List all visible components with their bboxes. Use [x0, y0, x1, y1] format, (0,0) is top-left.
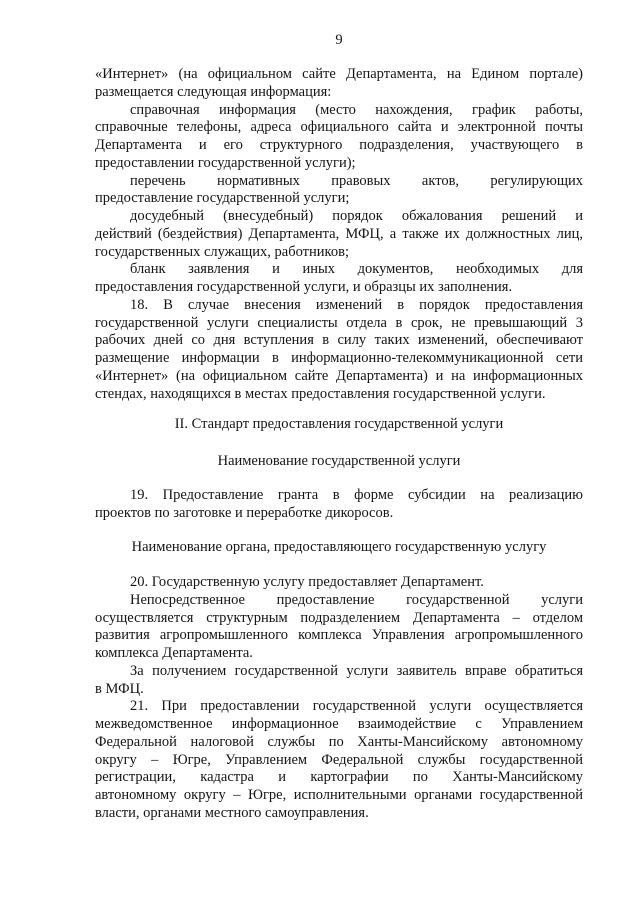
- text-line: бланк заявления и иных документов, необходимых для: [130, 261, 583, 278]
- text-line: автономному округу – Югре, исполнительными органами государственной: [95, 787, 583, 803]
- info-item-appeal-procedure: [95, 208, 583, 261]
- text-line: рабочих дней со дня вступления в силу таких изменений, обеспечивают: [95, 332, 583, 349]
- text-line: действий (бездействия) Департамента, МФЦ, а также их должностных лиц,: [95, 225, 583, 242]
- intro-paragraph: [95, 66, 583, 102]
- text-line: За получением государственной услуги заявитель вправе обратиться: [130, 662, 583, 679]
- text-line: 20. Государственную услугу предоставляет Департамент.: [130, 574, 484, 590]
- text-line: справочные телефоны, адреса официального сайта и электронной почты: [95, 119, 583, 136]
- text-line: перечень нормативных правовых актов, регулирующих: [130, 172, 583, 189]
- clause-18: [95, 297, 583, 404]
- text-line: Департамента и его структурного подразделения, участвующего в: [95, 137, 583, 153]
- text-line: размещение информации в информационно-телекоммуникационной сети: [95, 350, 583, 366]
- text-line: размещается следующая информация:: [95, 83, 332, 100]
- subheading-authority: Наименование органа, предоставляющего государственную услугу: [131, 539, 547, 556]
- text-line: осуществляется структурным подразделением Департамента – отделом: [95, 609, 583, 626]
- page-number: 9: [335, 32, 343, 48]
- text-line: государственных служащих, работников;: [95, 243, 349, 260]
- text-line: «Интернет» (на официальном сайте Департамента) и на информационных: [95, 367, 583, 384]
- info-item-regulations: [95, 173, 583, 209]
- text-line: «Интернет» (на официальном сайте Департамента, на Едином портале): [95, 66, 583, 82]
- text-line: округу – Югре, Управлением Федеральной службы государственной: [95, 751, 583, 768]
- clause-20-paragraph: [95, 663, 583, 699]
- text-line: власти, органами местного самоуправления.: [95, 804, 369, 821]
- clause-20: [95, 574, 583, 698]
- text-line: Непосредственное предоставление государственной услуги: [130, 591, 583, 608]
- document-body: [95, 66, 583, 823]
- info-item-reference: [95, 102, 583, 173]
- text-line: предоставление государственной услуги;: [95, 190, 350, 207]
- text-line: 18. В случае внесения изменений в порядок предоставления: [130, 296, 583, 313]
- clause-20-paragraph: [95, 574, 583, 592]
- text-line: справочная информация (место нахождения, график работы,: [130, 101, 583, 118]
- clause-20-paragraph: [95, 592, 583, 663]
- text-line: государственной услуги специалисты отдела в срок, не превышающий 3: [95, 314, 583, 331]
- info-item-forms: [95, 261, 583, 297]
- text-line: проектов по заготовке и переработке дикоросов.: [95, 504, 394, 521]
- text-line: досудебный (внесудебный) порядок обжалования решений и: [130, 208, 583, 224]
- text-line: стендах, находящихся в местах предоставления государственной услуги.: [95, 385, 546, 402]
- clause-21: [95, 698, 583, 822]
- text-line: в МФЦ.: [95, 680, 144, 697]
- text-line: 21. При предоставлении государственной услуги осуществляется: [130, 698, 583, 715]
- text-line: предоставлении государственной услуги);: [95, 154, 356, 171]
- section-heading: II. Стандарт предоставления государственной услуги: [174, 416, 504, 433]
- text-line: Федеральной налоговой службы по Ханты-Мансийскому автономному: [95, 733, 583, 750]
- text-line: 19. Предоставление гранта в форме субсидии на реализацию: [130, 486, 583, 503]
- text-line: предоставления государственной услуги, и образцы их заполнения.: [95, 279, 513, 295]
- text-line: развития агропромышленного комплекса Управления агропромышленного: [95, 627, 583, 644]
- subheading-service-name: Наименование государственной услуги: [217, 453, 461, 469]
- text-line: регистрации, кадастра и картографии по Ханты-Мансийскому: [95, 769, 583, 786]
- text-line: комплекса Департамента.: [95, 645, 253, 661]
- clause-19: [95, 487, 583, 523]
- text-line: межведомственное информационное взаимодействие с Управлением: [95, 716, 583, 732]
